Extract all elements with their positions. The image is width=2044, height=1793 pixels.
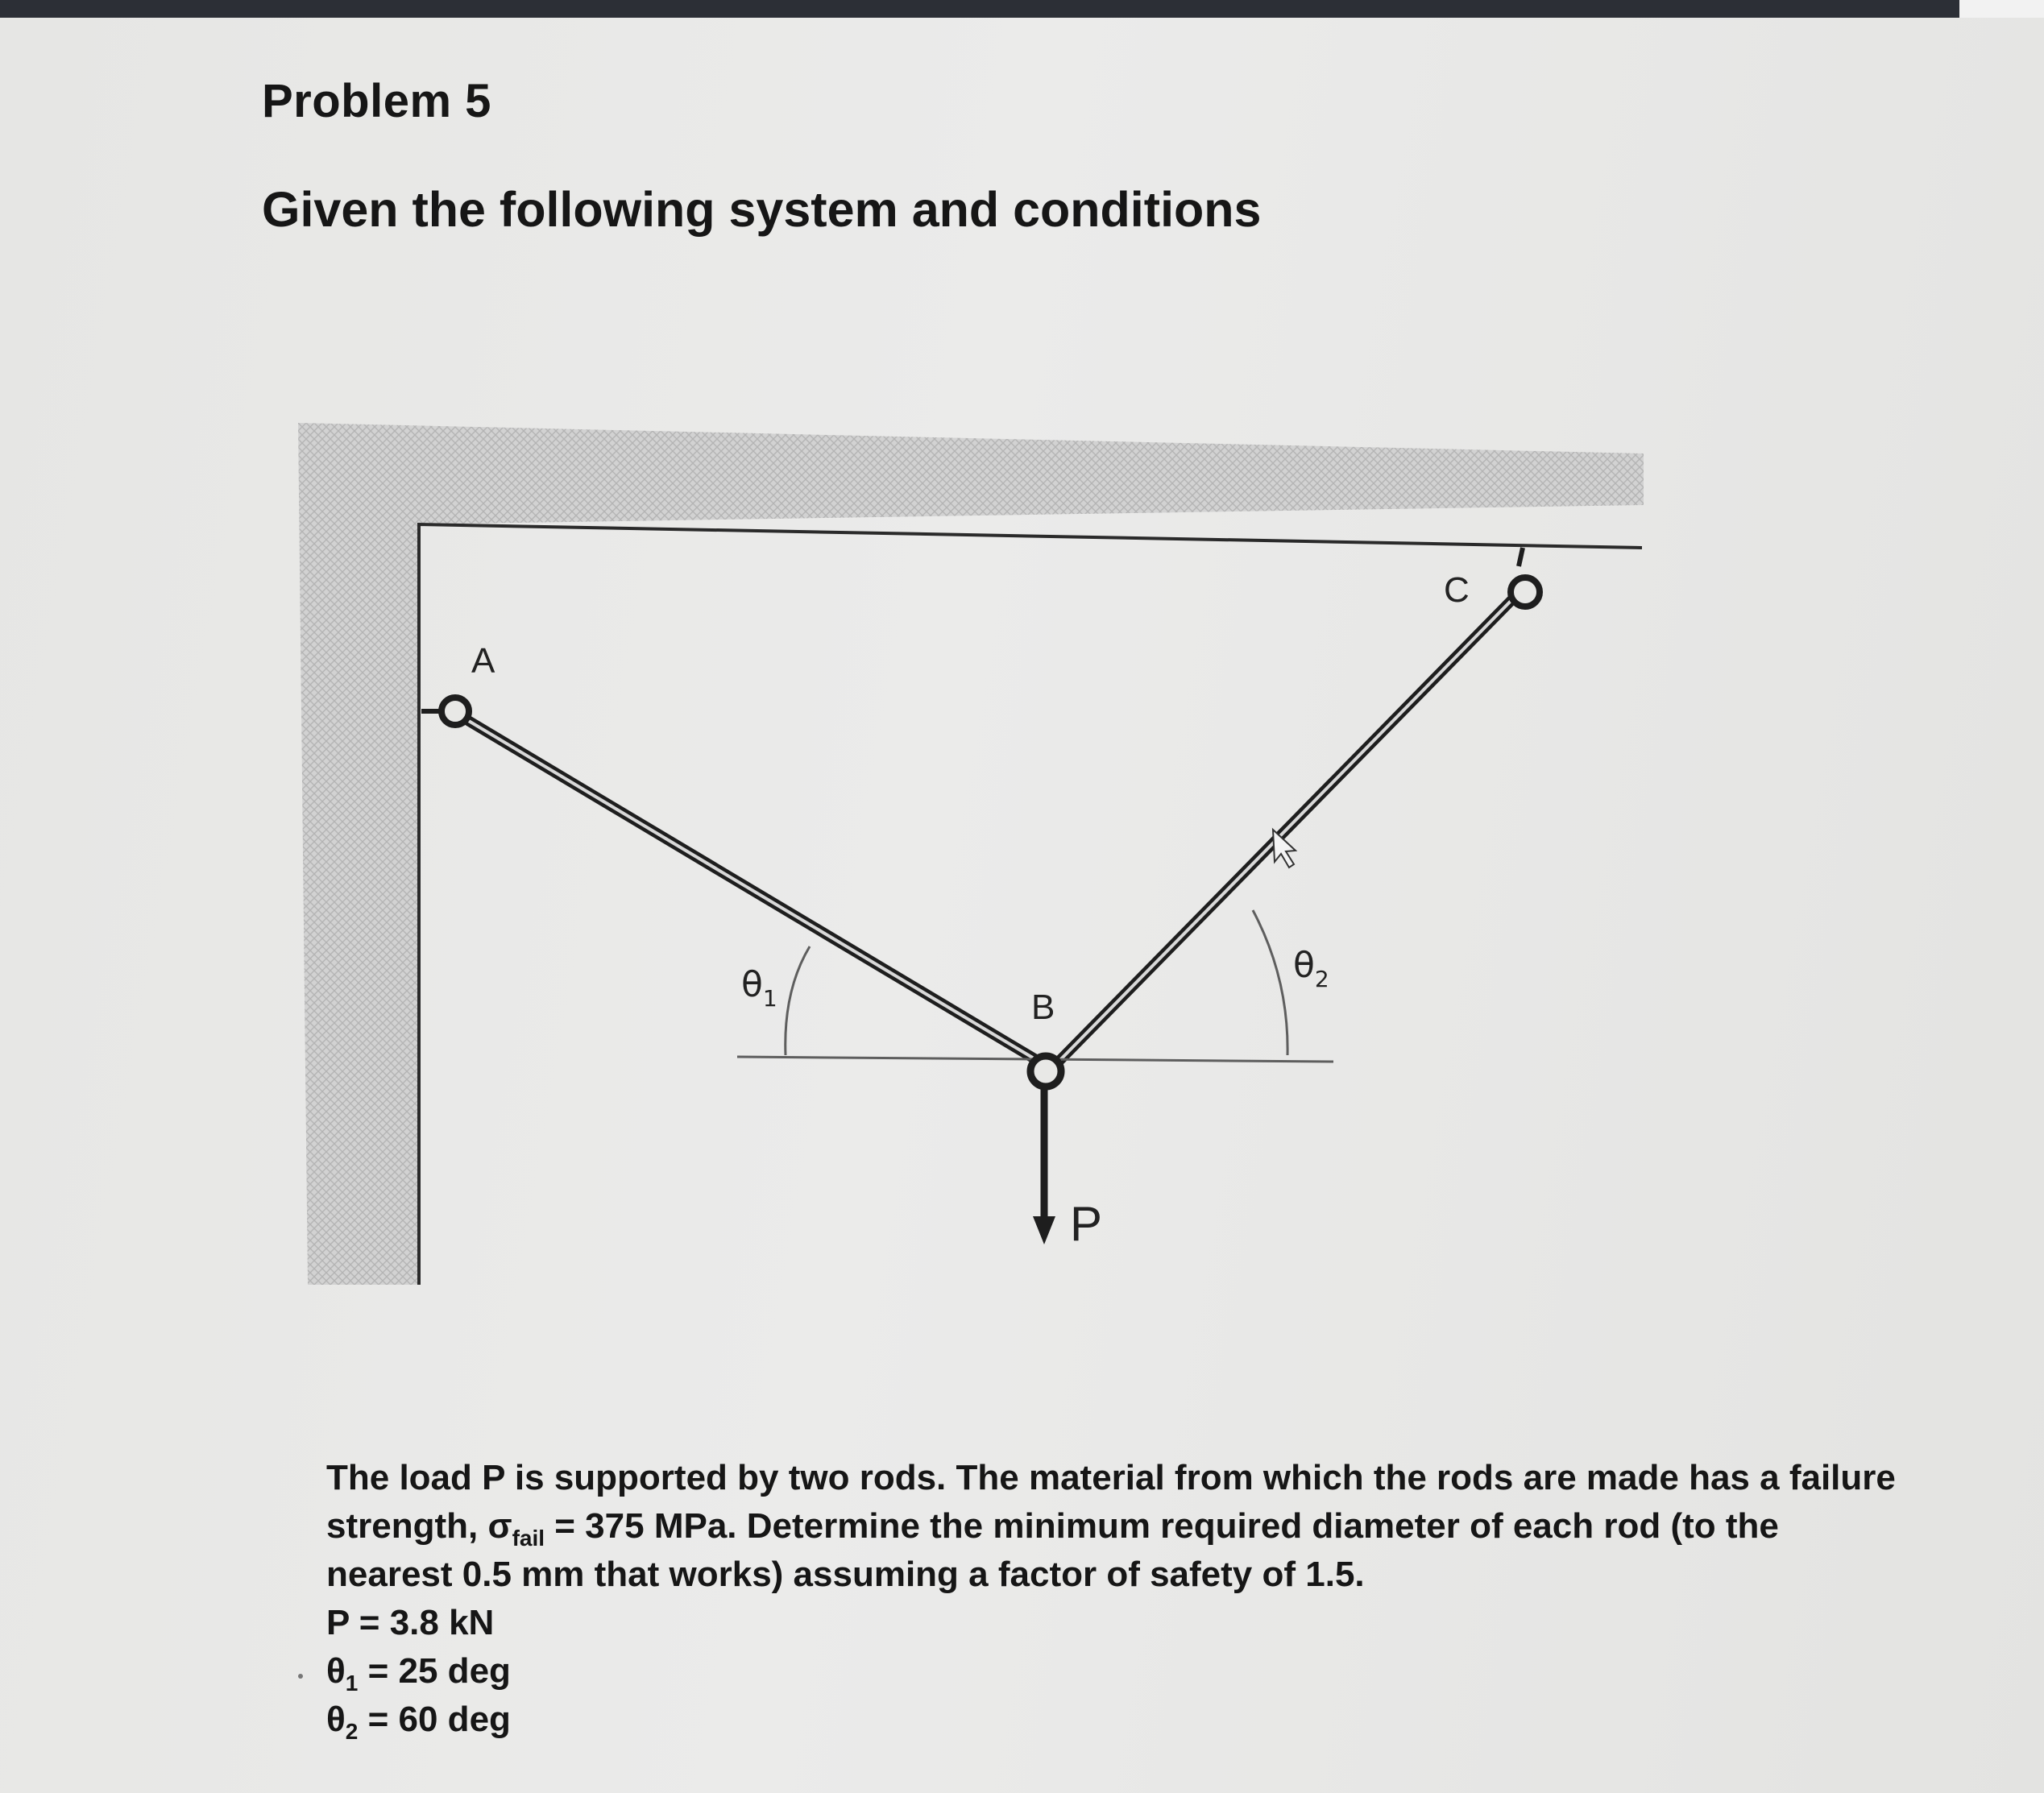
rod-bc (1051, 590, 1521, 1069)
given-load: P = 3.8 kN (326, 1603, 495, 1642)
problem-title: Problem 5 (262, 75, 491, 127)
label-c: C (1444, 570, 1470, 610)
problem-statement (326, 1454, 1897, 1744)
given-theta2: $\theta_2 = 60$ deg (326, 1700, 511, 1744)
label-b: B (1031, 988, 1055, 1027)
fixed-support-hatch (298, 423, 1644, 1285)
label-theta2: $\theta_2$ (1293, 945, 1329, 992)
pin-b-icon (1030, 1056, 1061, 1087)
support-edge-line (419, 524, 1642, 1285)
given-theta1: $\theta_1 = 25$ deg (326, 1651, 511, 1696)
theta1-arc (786, 946, 810, 1055)
given-values (326, 1599, 1897, 1744)
stray-dot (298, 1674, 303, 1679)
statement-paragraph: The load P is supported by two rods. The material from which the rods are made has a failure strength, $\sigma_{fail} = 375$ MPa. Determine the minimum required diameter of each rod (to the nearest 0.5 mm that works) assuming a factor of safety of 1.5. (326, 1458, 1896, 1594)
load-p-arrow (1033, 1087, 1055, 1244)
label-p: P (1070, 1197, 1103, 1251)
theta2-arc (1253, 910, 1287, 1055)
truss-diagram (290, 423, 1660, 1297)
window-top-bar (0, 0, 2044, 18)
pin-c-icon (1511, 548, 1540, 607)
rod-ab (455, 713, 1051, 1069)
label-a: A (471, 641, 495, 681)
sigma-subscript: fail (512, 1525, 545, 1551)
label-theta1: $\theta_1$ (741, 964, 777, 1012)
pin-a-icon (421, 698, 469, 725)
problem-subtitle: Given the following system and conditions (262, 182, 1262, 237)
